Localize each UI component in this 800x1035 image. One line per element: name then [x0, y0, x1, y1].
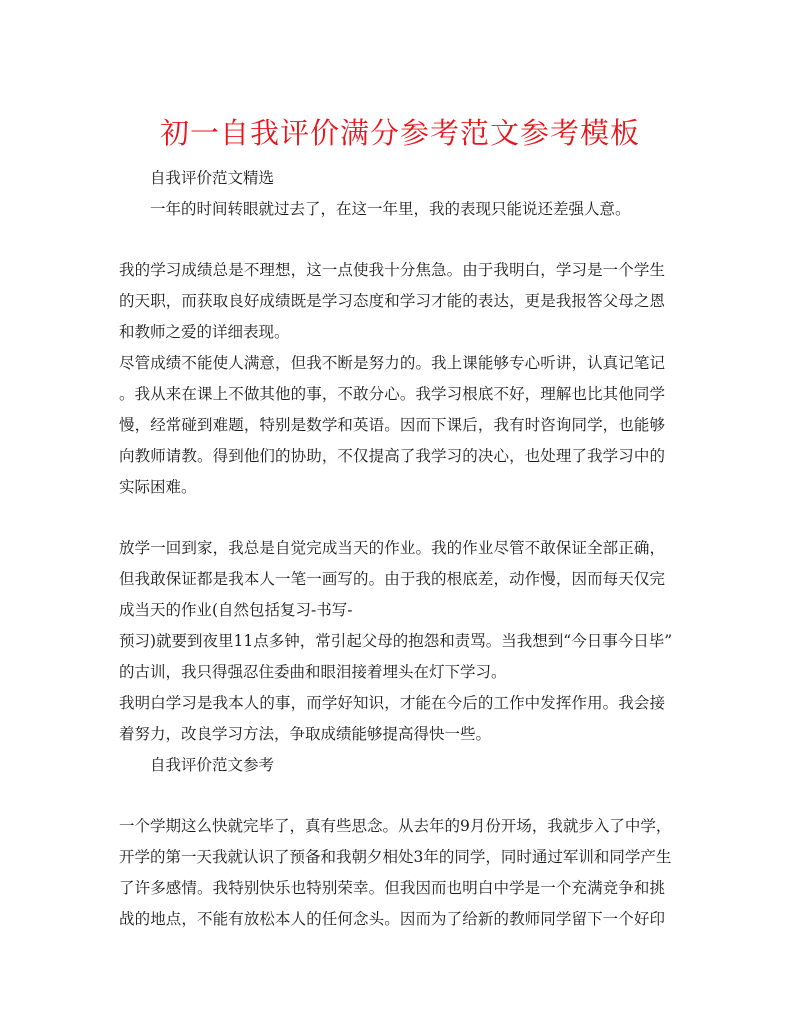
paragraph-line: 了许多感情。我特别快乐也特别荣幸。但我因而也明白中学是一个充满竞争和挑 [119, 879, 665, 897]
paragraph-line: 实际困难。 [119, 478, 197, 496]
paragraph-line: 向教师请教。得到他们的协助，不仅提高了我学习的决心，也处理了我学习中的 [119, 447, 665, 465]
paragraph-line: 尽管成绩不能使人满意，但我不断是努力的。我上课能够专心听讲，认真记笔记 [119, 354, 665, 372]
paragraph-line: 战的地点，不能有放松本人的任何念头。因而为了给新的教师同学留下一个好印 [119, 910, 665, 928]
paragraph-line: 和教师之爱的详细表现。 [119, 323, 290, 341]
paragraph-line: 一年的时间转眼就过去了，在这一年里，我的表现只能说还差强人意。 [150, 200, 631, 218]
paragraph-line: 预习)就要到夜里11点多钟，常引起父母的抱怨和责骂。当我想到“今日事今日毕” [119, 632, 673, 650]
document-title: 初一自我评价满分参考范文参考模板 [159, 116, 640, 150]
paragraph-line: 我的学习成绩总是不理想，这一点使我十分焦急。由于我明白，学习是一个学生 [119, 261, 665, 279]
paragraph-line: 放学一回到家，我总是自觉完成当天的作业。我的作业尽管不敢保证全部正确， [119, 539, 665, 557]
section-heading-selected: 自我评价范文精选 [150, 169, 275, 187]
paragraph-line: 的天职，而获取良好成绩既是学习态度和学习才能的表达，更是我报答父母之恩 [119, 292, 665, 310]
paragraph-line: 但我敢保证都是我本人一笔一画写的。由于我的根底差，动作慢，因而每天仅完 [119, 570, 665, 588]
paragraph-line: 着努力，改良学习方法，争取成绩能够提高得快一些。 [119, 725, 492, 743]
paragraph-line: 。我从来在课上不做其他的事，不敢分心。我学习根底不好，理解也比其他同学 [119, 385, 665, 403]
paragraph-line: 开学的第一天我就认识了预备和我朝夕相处3年的同学，同时通过军训和同学产生 [119, 848, 672, 866]
section-heading-reference: 自我评价范文参考 [150, 756, 275, 774]
paragraph-line: 的古训，我只得强忍住委曲和眼泪接着埋头在灯下学习。 [119, 663, 507, 681]
paragraph-line: 一个学期这么快就完毕了，真有些思念。从去年的9月份开场，我就步入了中学， [119, 817, 672, 835]
paragraph-line: 成当天的作业(自然包括复习-书写- [119, 601, 353, 619]
paragraph-line: 我明白学习是我本人的事，而学好知识，才能在今后的工作中发挥作用。我会接 [119, 694, 665, 712]
paragraph-line: 慢，经常碰到难题，特别是数学和英语。因而下课后，我有时咨询同学，也能够 [119, 416, 665, 434]
